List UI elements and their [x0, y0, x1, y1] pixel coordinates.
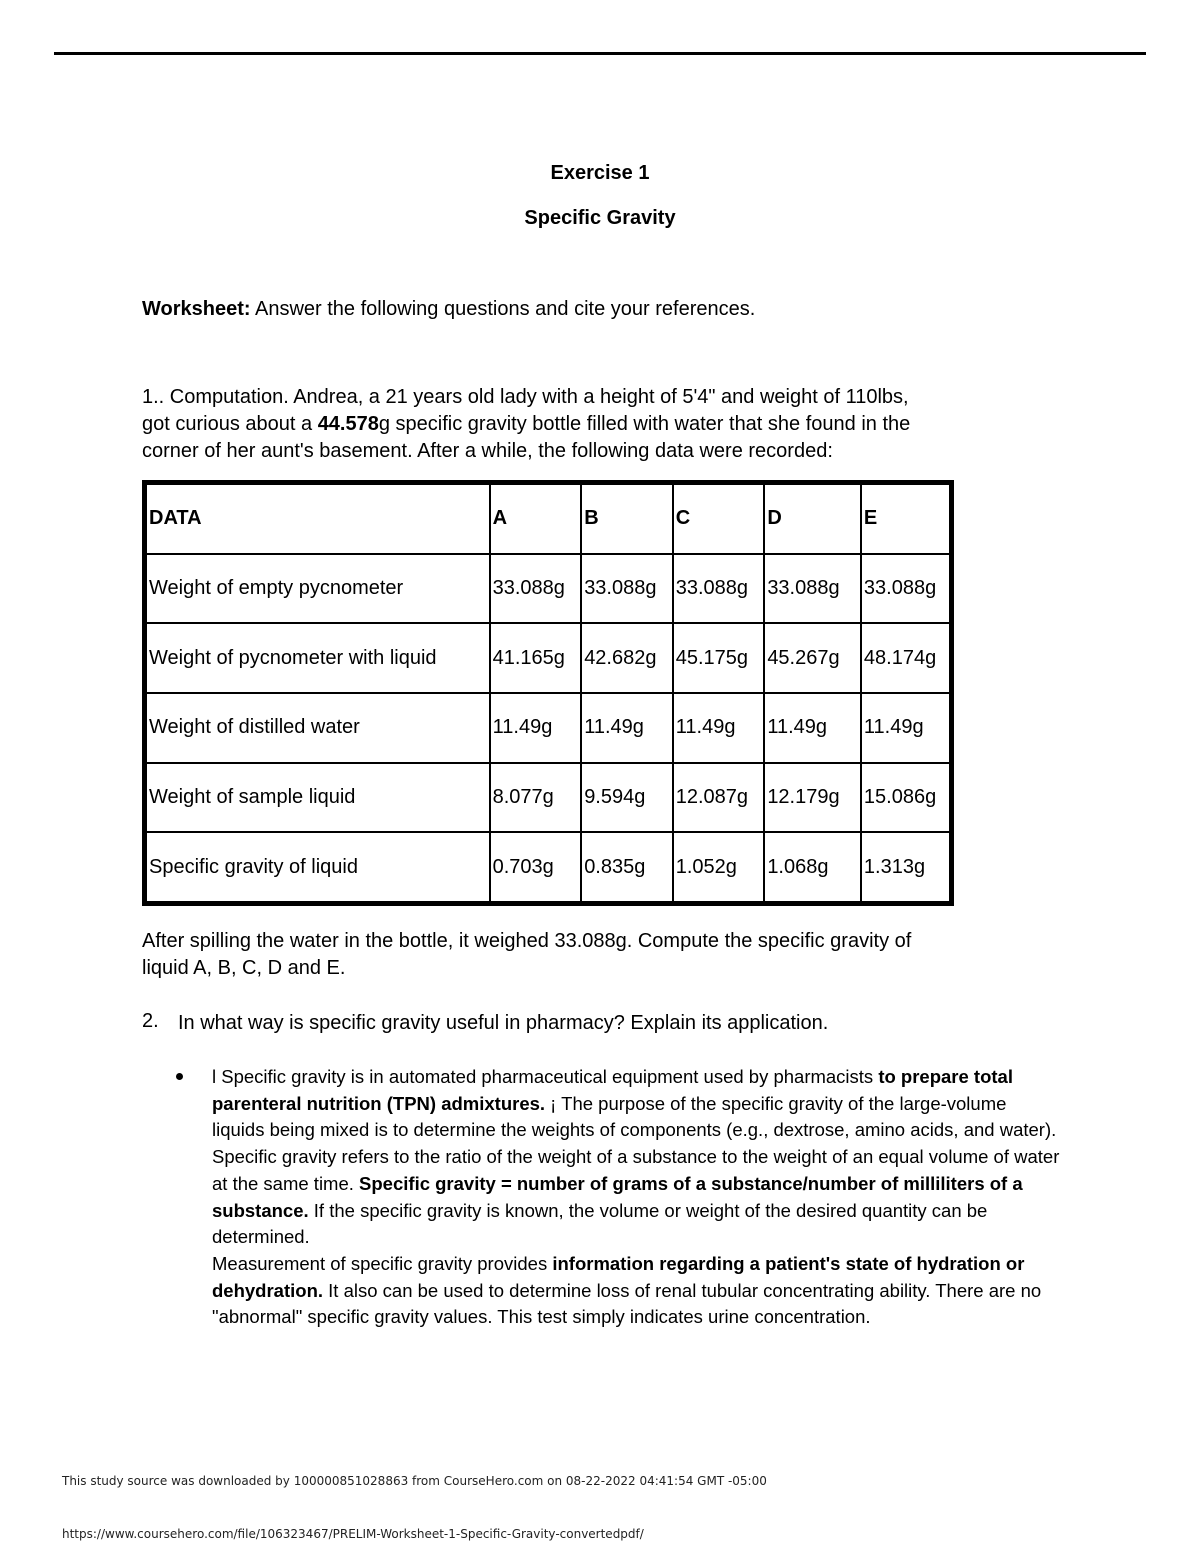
table-cell: 33.088g: [764, 554, 861, 624]
answer-text: l Specific gravity is in automated pharmaceutical equipment used by pharmacists: [212, 1066, 879, 1087]
question2-text: In what way is specific gravity useful in pharmacy? Explain its application.: [178, 1012, 829, 1034]
worksheet-instruction-text: Answer the following questions and cite your references.: [250, 298, 756, 320]
answer-text: ¡ The purpose of the specific gravity of the large-volume liquids being mixed is to determine the weights of components (e.g., dextrose, amino acids, and water).: [212, 1092, 1057, 1141]
table-cell: 11.49g: [490, 693, 582, 763]
table-cell: 15.086g: [861, 763, 952, 833]
table-header-cell: A: [490, 483, 582, 554]
table-cell: 8.077g: [490, 763, 582, 833]
table-header-cell: D: [764, 483, 861, 554]
answer-block: [212, 1064, 1062, 1331]
table-cell: 12.087g: [673, 763, 765, 833]
table-cell: Weight of empty pycnometer: [145, 554, 490, 624]
answer-text: Measurement of specific gravity provides: [212, 1252, 553, 1274]
exercise-title: Exercise 1: [550, 162, 650, 184]
table-cell: 0.835g: [581, 832, 673, 903]
table-header-cell: DATA: [145, 483, 490, 554]
question1-line2: [142, 411, 910, 438]
table-cell: 33.088g: [490, 554, 582, 624]
table-header-cell: E: [861, 483, 952, 554]
table-header-cell: B: [581, 483, 673, 554]
top-rule: [54, 52, 1146, 55]
answer-text: Specific gravity refers to the ratio of the weight of a substance to the weight of an equal volume of water at the same time.: [212, 1146, 1060, 1194]
table-cell: 1.052g: [673, 832, 765, 903]
table-cell: 33.088g: [581, 554, 673, 624]
bullet-icon: [176, 1073, 183, 1080]
table-row: [145, 623, 952, 693]
worksheet-instruction: [142, 296, 755, 323]
topic-title: Specific Gravity: [524, 207, 676, 229]
table-cell: Weight of sample liquid: [145, 763, 490, 833]
source-url[interactable]: https://www.coursehero.com/file/106323467/PRELIM-Worksheet-1-Specific-Gravity-convertedpdf/: [62, 1527, 644, 1541]
answer-text: It also can be used to determine loss of renal tubular concentrating ability. There are no "abnormal" specific gravity values. This test simply indicates urine concentration.: [212, 1279, 1042, 1328]
answer-paragraph-2: [212, 1144, 1062, 1251]
data-table: [142, 480, 954, 906]
table-cell: 0.703g: [490, 832, 582, 903]
question1-line2-prefix: got curious about a: [142, 413, 318, 435]
question1-line2-suffix: g specific gravity bottle filled with water that she found in the: [378, 413, 911, 435]
bottle-weight: 44.578: [317, 413, 379, 435]
question2-number: 2.: [142, 1010, 159, 1032]
question1-line3: corner of her aunt's basement. After a while, the following data were recorded:: [142, 440, 833, 462]
answer-emphasis: information regarding a patient's state of hydration or dehydration.: [212, 1252, 1025, 1301]
table-header-row: [145, 483, 952, 554]
table-cell: Weight of pycnometer with liquid: [145, 623, 490, 693]
table-cell: 1.313g: [861, 832, 952, 903]
after-table-line2: liquid A, B, C, D and E.: [142, 957, 346, 979]
table-cell: 33.088g: [861, 554, 952, 624]
table-cell: 48.174g: [861, 623, 952, 693]
answer-paragraph-1: [212, 1064, 1062, 1144]
table-cell: 11.49g: [861, 693, 952, 763]
worksheet-label: Worksheet:: [142, 298, 251, 320]
table-cell: 33.088g: [673, 554, 765, 624]
answer-emphasis: Specific gravity = number of grams of a substance/number of milliliters of a substance.: [212, 1172, 1023, 1221]
table-row: [145, 763, 952, 833]
table-header-cell: C: [673, 483, 765, 554]
table-cell: Weight of distilled water: [145, 693, 490, 763]
table-cell: 9.594g: [581, 763, 673, 833]
answer-text: If the specific gravity is known, the volume or weight of the desired quantity can be determined.: [212, 1199, 988, 1248]
download-note: This study source was downloaded by 100000851028863 from CourseHero.com on 08-22-2022 04:41:54 GMT -05:00: [62, 1474, 767, 1488]
table-row: [145, 554, 952, 624]
answer-paragraph-3: [212, 1251, 1062, 1331]
table-cell: 41.165g: [490, 623, 582, 693]
table-cell: 42.682g: [581, 623, 673, 693]
table-cell: Specific gravity of liquid: [145, 832, 490, 903]
table-cell: 11.49g: [673, 693, 765, 763]
table-row: [145, 693, 952, 763]
table-cell: 45.175g: [673, 623, 765, 693]
answer-emphasis: to prepare total parenteral nutrition (TPN) admixtures.: [212, 1066, 1013, 1114]
question1-line1: 1.. Computation. Andrea, a 21 years old lady with a height of 5'4" and weight of 110lbs,: [142, 386, 909, 408]
table-cell: 11.49g: [581, 693, 673, 763]
after-table-line1: After spilling the water in the bottle, it weighed 33.088g. Compute the specific gravity of: [142, 930, 912, 952]
table-cell: 11.49g: [764, 693, 861, 763]
table-cell: 12.179g: [764, 763, 861, 833]
table-cell: 1.068g: [764, 832, 861, 903]
table-cell: 45.267g: [764, 623, 861, 693]
table-row: [145, 832, 952, 903]
